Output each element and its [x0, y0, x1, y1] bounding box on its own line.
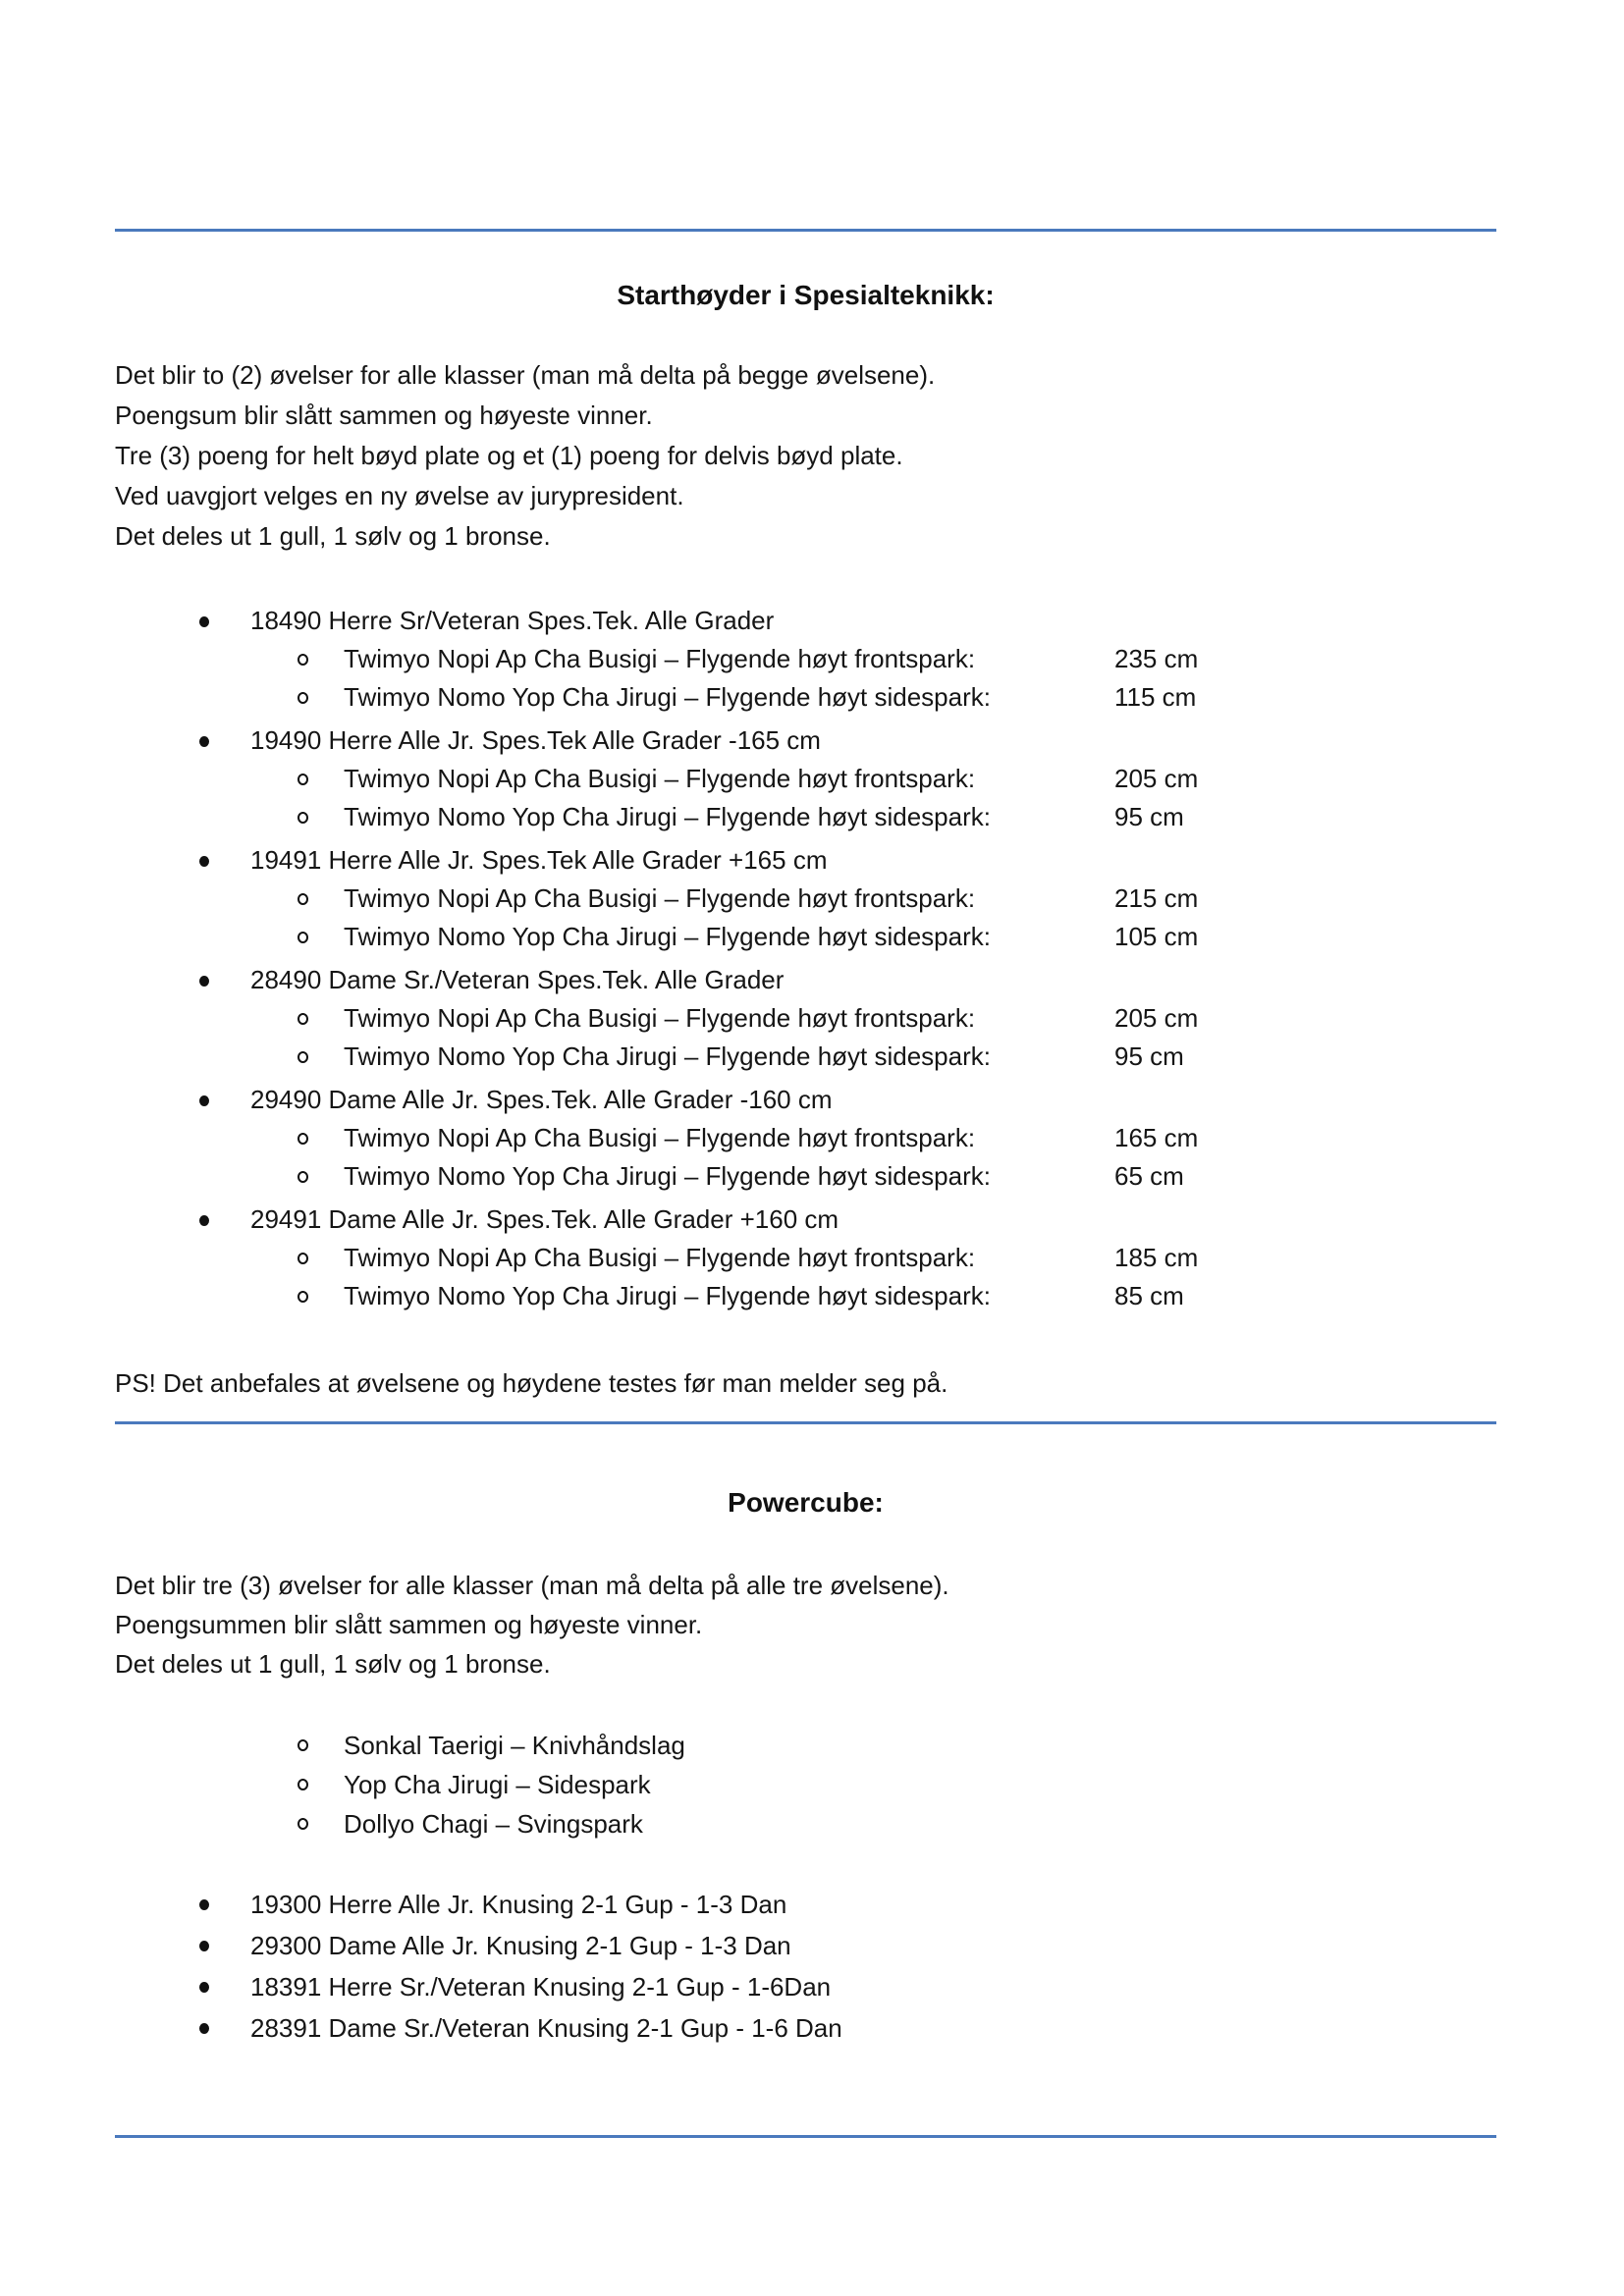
height-value: 215 cm [1114, 883, 1199, 913]
exercise-item [115, 999, 1496, 1038]
section1-class-list [115, 602, 1496, 1315]
bullet-circle-icon [298, 1013, 308, 1025]
bullet-circle-icon [298, 893, 308, 905]
bullet-disc-icon [199, 1941, 209, 1951]
height-value: 205 cm [1114, 764, 1199, 793]
class-item [115, 1925, 1496, 1966]
section2-intro [115, 1566, 1496, 1683]
height-value: 235 cm [1114, 644, 1199, 673]
class-label: 28391 Dame Sr./Veteran Knusing 2-1 Gup - 1-6 Dan [250, 2013, 842, 2043]
bullet-circle-icon [298, 774, 308, 785]
class-item [115, 721, 1496, 760]
exercise-label: Twimyo Nomo Yop Cha Jirugi – Flygende høyt sidespark: [344, 1161, 991, 1191]
ps-note: PS! Det anbefales at øvelsene og høydene testes før man melder seg på. [115, 1368, 948, 1398]
height-value: 105 cm [1114, 922, 1199, 951]
horizontal-rule-bottom [115, 2135, 1496, 2138]
horizontal-rule-top [115, 229, 1496, 232]
height-value: 95 cm [1114, 802, 1184, 831]
class-label: 29491 Dame Alle Jr. Spes.Tek. Alle Grader +160 cm [250, 1204, 839, 1234]
height-value: 95 cm [1114, 1041, 1184, 1071]
section2-exercise-list [115, 1726, 1496, 1843]
exercise-label: Yop Cha Jirugi – Sidespark [344, 1770, 651, 1799]
class-label: 29490 Dame Alle Jr. Spes.Tek. Alle Grader -160 cm [250, 1085, 833, 1114]
class-label: 29300 Dame Alle Jr. Knusing 2-1 Gup - 1-3 Dan [250, 1931, 791, 1960]
height-value: 115 cm [1114, 682, 1197, 712]
class-label: 19300 Herre Alle Jr. Knusing 2-1 Gup - 1-3 Dan [250, 1890, 787, 1919]
class-item [115, 2007, 1496, 2049]
class-label: 19491 Herre Alle Jr. Spes.Tek Alle Grader +165 cm [250, 845, 828, 875]
exercise-item [115, 678, 1496, 717]
bullet-disc-icon [199, 2023, 209, 2034]
class-label: 18490 Herre Sr/Veteran Spes.Tek. Alle Grader [250, 606, 775, 635]
height-value: 85 cm [1114, 1281, 1184, 1310]
bullet-disc-icon [199, 1982, 209, 1993]
exercise-item [115, 1277, 1496, 1315]
class-label: 19490 Herre Alle Jr. Spes.Tek Alle Grader -165 cm [250, 725, 821, 755]
intro-line: Poengsum blir slått sammen og høyeste vinner. [115, 400, 653, 430]
bullet-circle-icon [298, 1818, 308, 1830]
bullet-disc-icon [199, 856, 209, 867]
section2-class-list [115, 1884, 1496, 2049]
exercise-label: Twimyo Nomo Yop Cha Jirugi – Flygende høyt sidespark: [344, 922, 991, 951]
exercise-item [115, 880, 1496, 918]
section2-title: Powercube: [728, 1487, 884, 1518]
exercise-item [115, 1157, 1496, 1196]
exercise-label: Sonkal Taerigi – Knivhåndslag [344, 1731, 685, 1760]
intro-line: Det deles ut 1 gull, 1 sølv og 1 bronse. [115, 521, 551, 551]
exercise-label: Twimyo Nopi Ap Cha Busigi – Flygende høyt frontspark: [344, 883, 976, 913]
bullet-circle-icon [298, 812, 308, 824]
bullet-circle-icon [298, 1779, 308, 1790]
height-value: 205 cm [1114, 1003, 1199, 1033]
bullet-circle-icon [298, 1291, 308, 1303]
intro-line: Poengsummen blir slått sammen og høyeste vinner. [115, 1610, 703, 1639]
exercise-item [115, 1239, 1496, 1277]
exercise-label: Twimyo Nopi Ap Cha Busigi – Flygende høyt frontspark: [344, 1243, 976, 1272]
bullet-circle-icon [298, 1133, 308, 1145]
horizontal-rule-middle [115, 1421, 1496, 1424]
height-value: 165 cm [1114, 1123, 1199, 1152]
exercise-item [115, 1119, 1496, 1157]
class-item [115, 961, 1496, 999]
bullet-disc-icon [199, 1899, 209, 1910]
exercise-label: Twimyo Nomo Yop Cha Jirugi – Flygende høyt sidespark: [344, 802, 991, 831]
exercise-item [115, 1726, 1496, 1765]
bullet-circle-icon [298, 692, 308, 704]
exercise-item [115, 760, 1496, 798]
bullet-disc-icon [199, 736, 209, 747]
intro-line: Ved uavgjort velges en ny øvelse av jurypresident. [115, 481, 684, 510]
exercise-label: Twimyo Nopi Ap Cha Busigi – Flygende høyt frontspark: [344, 1003, 976, 1033]
exercise-label: Twimyo Nomo Yop Cha Jirugi – Flygende høyt sidespark: [344, 1041, 991, 1071]
height-value: 65 cm [1114, 1161, 1184, 1191]
bullet-circle-icon [298, 1171, 308, 1183]
bullet-disc-icon [199, 1095, 209, 1106]
bullet-circle-icon [298, 1739, 308, 1751]
intro-line: Det blir tre (3) øvelser for alle klasser (man må delta på alle tre øvelsene). [115, 1571, 949, 1600]
class-item [115, 602, 1496, 640]
intro-line: Det deles ut 1 gull, 1 sølv og 1 bronse. [115, 1649, 551, 1679]
class-label: 28490 Dame Sr./Veteran Spes.Tek. Alle Grader [250, 965, 785, 994]
exercise-item [115, 1765, 1496, 1804]
bullet-circle-icon [298, 1253, 308, 1264]
bullet-disc-icon [199, 1215, 209, 1226]
exercise-label: Twimyo Nomo Yop Cha Jirugi – Flygende høyt sidespark: [344, 682, 991, 712]
exercise-item [115, 1804, 1496, 1843]
section1-title: Starthøyder i Spesialteknikk: [617, 280, 995, 310]
exercise-label: Dollyo Chagi – Svingspark [344, 1809, 643, 1839]
section1-intro [115, 355, 1496, 557]
exercise-label: Twimyo Nopi Ap Cha Busigi – Flygende høyt frontspark: [344, 764, 976, 793]
class-label: 18391 Herre Sr./Veteran Knusing 2-1 Gup - 1-6Dan [250, 1972, 832, 2002]
bullet-circle-icon [298, 932, 308, 943]
exercise-label: Twimyo Nomo Yop Cha Jirugi – Flygende høyt sidespark: [344, 1281, 991, 1310]
bullet-disc-icon [199, 976, 209, 987]
class-item [115, 841, 1496, 880]
exercise-item [115, 1038, 1496, 1076]
class-item [115, 1966, 1496, 2007]
intro-line: Det blir to (2) øvelser for alle klasser (man må delta på begge øvelsene). [115, 360, 936, 390]
exercise-label: Twimyo Nopi Ap Cha Busigi – Flygende høyt frontspark: [344, 1123, 976, 1152]
class-item [115, 1884, 1496, 1925]
exercise-item [115, 640, 1496, 678]
bullet-circle-icon [298, 1051, 308, 1063]
bullet-disc-icon [199, 616, 209, 627]
exercise-label: Twimyo Nopi Ap Cha Busigi – Flygende høyt frontspark: [344, 644, 976, 673]
intro-line: Tre (3) poeng for helt bøyd plate og et (1) poeng for delvis bøyd plate. [115, 441, 903, 470]
bullet-circle-icon [298, 654, 308, 666]
class-item [115, 1201, 1496, 1239]
exercise-item [115, 798, 1496, 836]
height-value: 185 cm [1114, 1243, 1199, 1272]
exercise-item [115, 918, 1496, 956]
class-item [115, 1081, 1496, 1119]
